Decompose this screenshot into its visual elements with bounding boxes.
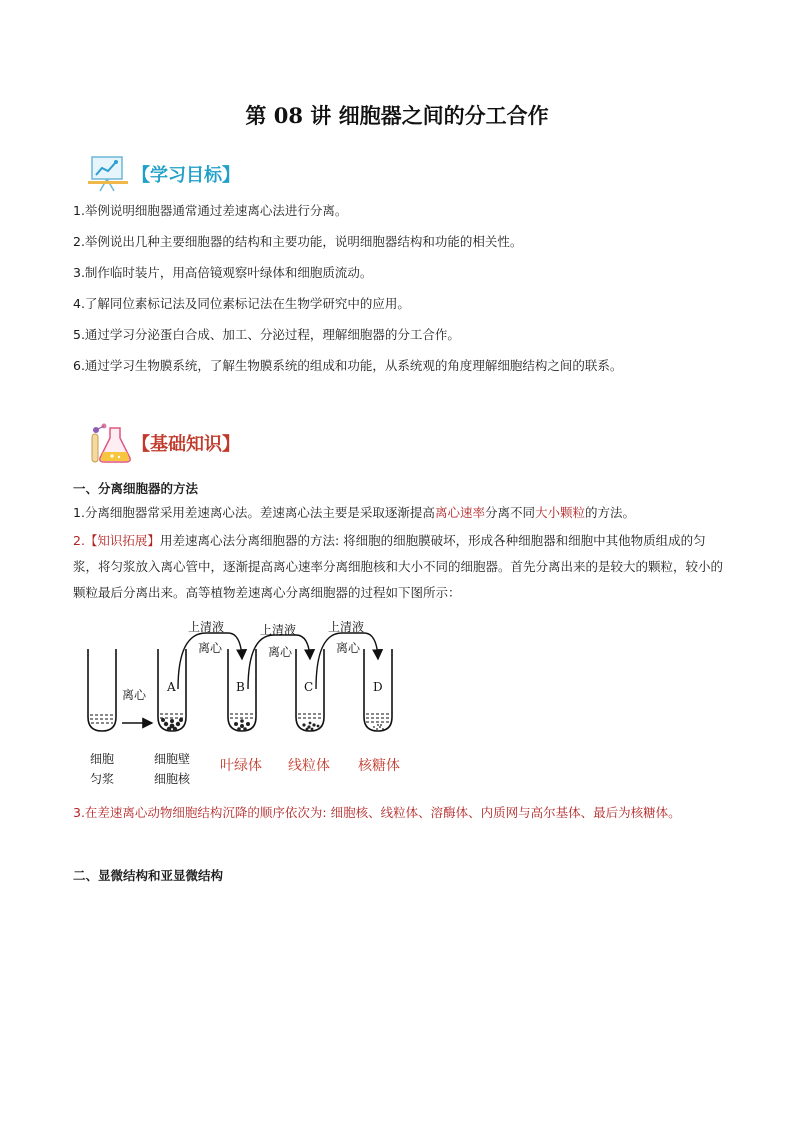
paragraph-3: 3.在差速离心动物细胞结构沉降的顺序依次为: 细胞核、线粒体、溶酶体、内质网与高尔基体、最后为核糖体。 <box>73 805 681 820</box>
paragraph-text: 1.分离细胞器常采用差速离心法。差速离心法主要是采取逐渐提高 <box>73 505 435 520</box>
highlight-text: 离心速率 <box>434 505 485 520</box>
learning-goals-title: 【学习目标】 <box>132 165 240 186</box>
flask-icon <box>88 422 134 466</box>
goal-item: 4.了解同位素标记法及同位素标记法在生物学研究中的应用。 <box>73 296 410 311</box>
goal-item: 3.制作临时装片，用高倍镜观察叶绿体和细胞质流动。 <box>73 265 373 280</box>
centrifuge-label: 离心 <box>122 688 147 702</box>
homogenate-label: 细胞 <box>90 752 115 766</box>
centrifuge-label: 离心 <box>268 645 293 659</box>
presentation-board-icon <box>88 153 130 193</box>
tube-a-label: 细胞核 <box>154 772 191 786</box>
goal-item: 5.通过学习分泌蛋白合成、加工、分泌过程，理解细胞器的分工合作。 <box>73 327 460 342</box>
page-title: 第 08 讲 细胞器之间的分工合作 <box>245 103 549 128</box>
paragraph-text: 的方法。 <box>584 505 635 520</box>
highlight-text: 大小颗粒 <box>534 505 585 520</box>
tube-label: B <box>236 680 245 694</box>
centrifuge-label: 离心 <box>198 641 223 655</box>
ribosome-label: 核糖体 <box>358 758 400 774</box>
mitochondria-label: 线粒体 <box>288 758 330 774</box>
homogenate-label: 匀浆 <box>90 772 115 786</box>
supernatant-label: 上清液 <box>260 623 297 637</box>
supernatant-label: 上清液 <box>188 620 225 634</box>
paragraph-text: 用差速离心法分离细胞器的方法: 将细胞的细胞膜破坏，形成各种细胞器和细胞中其他物质组成的匀浆，将匀浆放入离心管中，逐渐提高离心速率分离细胞核和大小不同的细胞器。首先分离出来的是较大的颗粒，较小的颗粒最后分离出来。高等植物差速离心分离细胞器的过程如下图所示： <box>73 533 724 600</box>
tube-label: C <box>304 680 314 694</box>
tube-label: D <box>373 680 383 694</box>
learning-goals-list <box>73 203 733 389</box>
paragraph-text: 分离不同 <box>484 505 535 520</box>
section-heading: 一、分离细胞器的方法 <box>73 481 199 496</box>
knowledge-extension-label: 2.【知识拓展】 <box>73 533 160 548</box>
goal-item: 2.举例说出几种主要细胞器的结构和主要功能，说明细胞器结构和功能的相关性。 <box>73 234 523 249</box>
paragraph-2 <box>73 528 723 606</box>
supernatant-label: 上清液 <box>328 620 365 634</box>
centrifuge-label: 离心 <box>336 641 361 655</box>
goal-item: 1.举例说明细胞器通常通过差速离心法进行分离。 <box>73 203 348 218</box>
tube-label: A <box>167 680 176 694</box>
section-heading: 二、显微结构和亚显微结构 <box>73 868 224 883</box>
chloroplast-label: 叶绿体 <box>220 758 262 774</box>
paragraph-1 <box>73 500 723 526</box>
centrifugation-diagram <box>78 617 418 792</box>
tube-a-label: 细胞壁 <box>154 752 191 766</box>
goal-item: 6.通过学习生物膜系统，了解生物膜系统的组成和功能，从系统观的角度理解细胞结构之间的联系。 <box>73 358 623 373</box>
basic-knowledge-title: 【基础知识】 <box>132 434 240 455</box>
